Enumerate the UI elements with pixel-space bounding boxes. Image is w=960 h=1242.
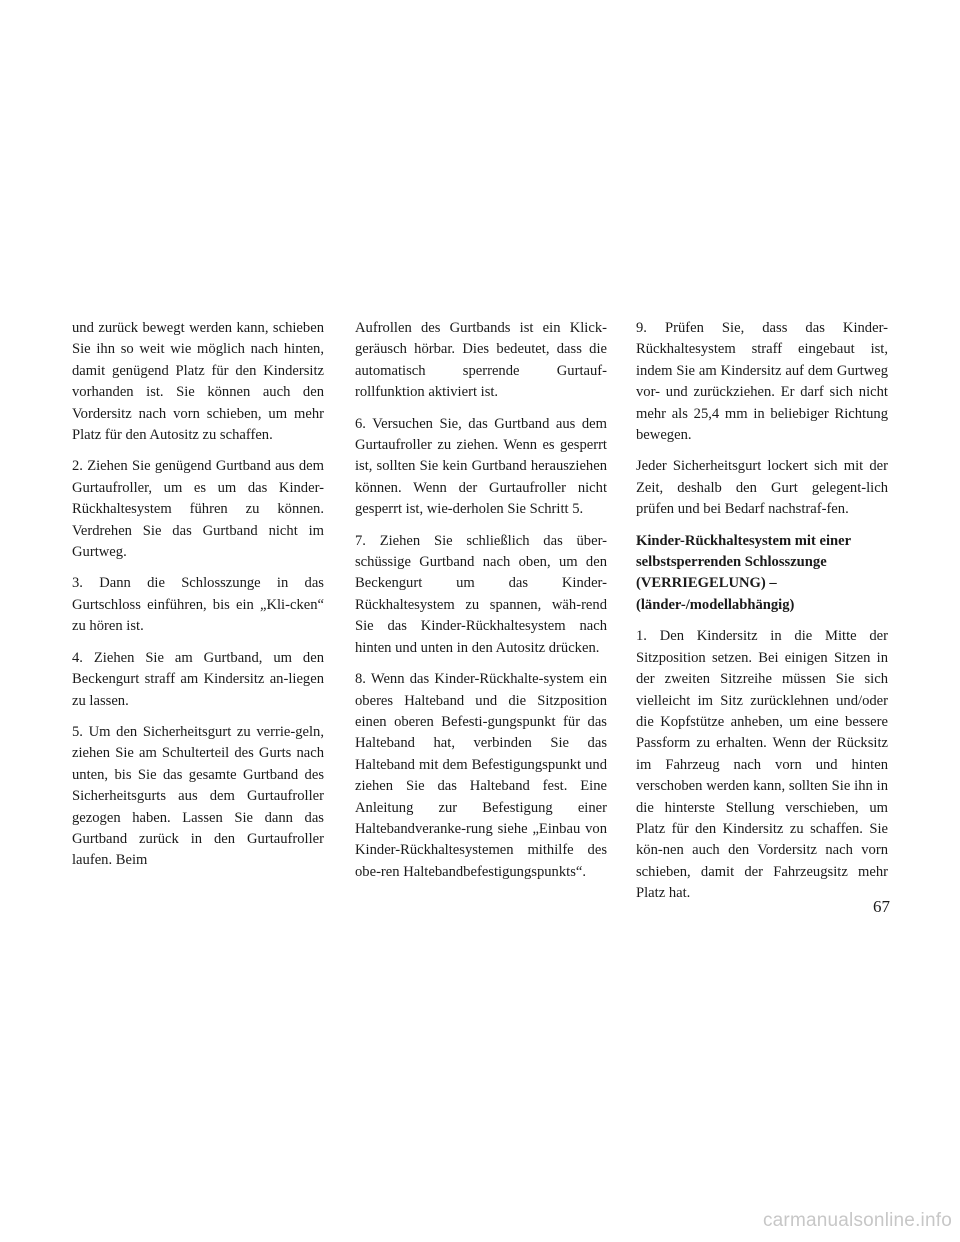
- step-4-paragraph: 4. Ziehen Sie am Gurtband, um den Beckengurt straff am Kindersitz an-liegen zu lassen.: [72, 649, 324, 709]
- step-1-paragraph: 1. Den Kindersitz in die Mitte der Sitzposition setzen. Bei einigen Sitzen in der zweiten Sitzreihe müssen Sie sich vielleicht im Sitz zurücklehnen und/oder die Kopfstütze anheben, um eine bessere Passform zu erhalten. Wenn der Rücksitz im Fahrzeug nach vorn und hinten verschoben werden kann, sollten Sie ihn in die hinterste Stellung verschieben, um Platz für den Kindersitz zu schaffen. Sie kön-nen auch den Vordersitz nach vorn schieben, damit der Fahrzeugsitz mehr Platz hat.: [636, 628, 888, 902]
- watermark: carmanualsonline.info: [762, 1210, 952, 1231]
- step-8-paragraph: 8. Wenn das Kinder-Rückhalte-system ein oberes Halteband und die Sitzposition einen oberen Befesti-gungspunkt für das Halteband hat, verbinden Sie das Halteband mit dem Befestigungspunkt und ziehen Sie das Halteband fest. Eine Anleitung zur Befestigung einer Haltebandveranke-rung siehe „Einbau von Kinder-Rückhaltesystemen mithilfe des obe-ren Haltebandbefestigungspunkts“.: [355, 671, 607, 880]
- paragraph: Jeder Sicherheitsgurt lockert sich mit der Zeit, deshalb den Gurt gelegent-lich prüfen und bei Bedarf nachstraf-fen.: [636, 458, 888, 518]
- middle-column: [355, 318, 607, 893]
- right-column: [636, 318, 888, 915]
- paragraph: Aufrollen des Gurtbands ist ein Klick-geräusch hörbar. Dies bedeutet, dass die automatisch sperrende Gurtauf-rollfunktion aktiviert ist.: [355, 320, 607, 401]
- page-number: 67: [873, 897, 890, 916]
- step-2-paragraph: 2. Ziehen Sie genügend Gurtband aus dem Gurtaufroller, um es um das Kinder-Rückhaltesystem führen zu können. Verdrehen Sie das Gurtband nicht im Gurtweg.: [72, 458, 324, 561]
- paragraph: und zurück bewegt werden kann, schieben Sie ihn so weit wie möglich nach hinten, damit genügend Platz für den Kindersitz vorhanden ist. Sie können auch den Vordersitz nach vorn schieben, um mehr Platz für den Autositz zu schaffen.: [72, 320, 324, 444]
- step-6-paragraph: 6. Versuchen Sie, das Gurtband aus dem Gurtaufroller zu ziehen. Wenn es gesperrt ist, sollten Sie kein Gurtband herausziehen können. Wenn der Gurtaufroller nicht gesperrt ist, wie-derholen Sie Schritt 5.: [355, 415, 607, 518]
- step-7-paragraph: 7. Ziehen Sie schließlich das über-schüssige Gurtband nach oben, um den Beckengurt um das Kinder-Rückhaltesystem zu spannen, wäh-rend Sie das Kinder-Rückhaltesystem nach hinten und unten in den Autositz drücken.: [355, 532, 607, 656]
- step-5-paragraph: 5. Um den Sicherheitsgurt zu verrie-geln, ziehen Sie am Schulterteil des Gurts nach unten, bis Sie das gesamte Gurtband des Sicherheitsgurts aus dem Gurtaufroller gezogen haben. Lassen Sie dann das Gurtband zurück in den Gurtaufroller laufen. Beim: [72, 723, 324, 869]
- section-heading: Kinder-Rückhaltesystem mit einer selbstsperrenden Schlosszunge (VERRIEGELUNG) – (länder-/modellabhängig): [636, 532, 851, 613]
- left-column: [72, 318, 324, 882]
- step-9-paragraph: 9. Prüfen Sie, dass das Kinder-Rückhaltesystem straff eingebaut ist, indem Sie am Kindersitz auf dem Gurtweg vor- und zurückziehen. Er darf sich nicht mehr als 25,4 mm in beliebiger Richtung bewegen.: [636, 320, 888, 444]
- step-3-paragraph: 3. Dann die Schlosszunge in das Gurtschloss einführen, bis ein „Kli-cken“ zu hören ist.: [72, 575, 324, 635]
